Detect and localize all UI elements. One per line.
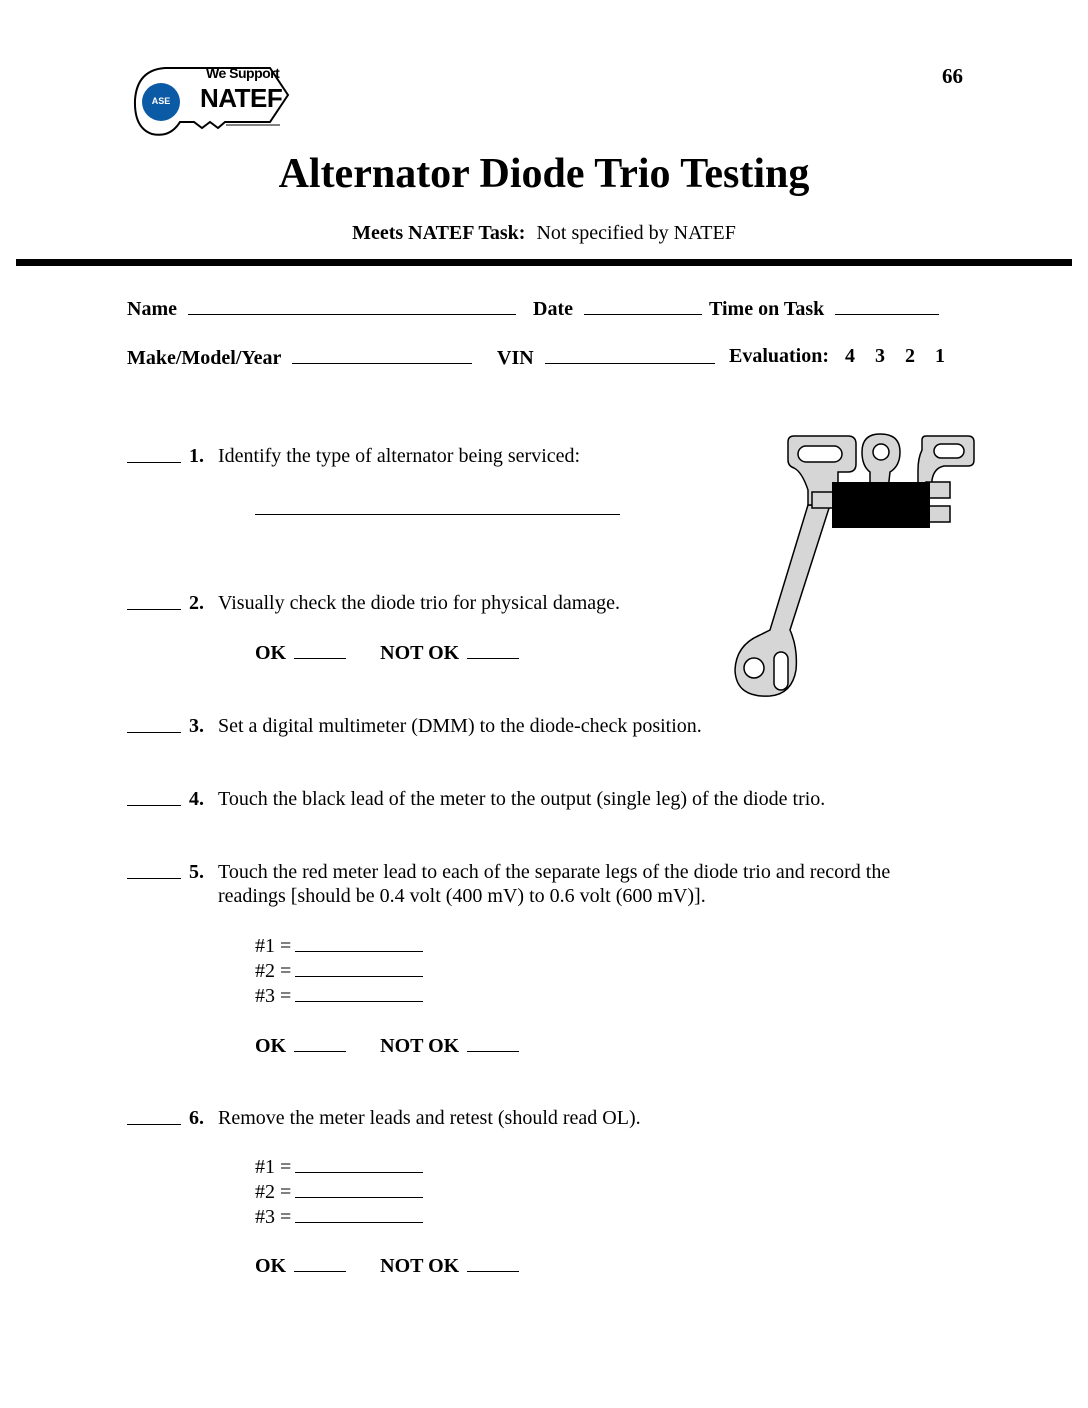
natef-task-line <box>0 222 1088 245</box>
vin-field[interactable] <box>497 345 715 370</box>
reading-2-label: #2 = <box>255 960 292 982</box>
step-5-text: Touch the red meter lead to each of the separate legs of the diode trio and record the readings [should be 0.4 volt (400 mV) to 0.6 volt (600 mV)]. <box>218 861 891 907</box>
reading-2-blank[interactable] <box>295 1179 423 1198</box>
reading-3-blank[interactable] <box>295 983 423 1002</box>
name-field[interactable] <box>127 296 516 321</box>
reading-1-label: #1 = <box>255 935 292 957</box>
ok-blank[interactable] <box>294 1253 346 1272</box>
step-2-text: Visually check the diode trio for physical damage. <box>218 592 621 614</box>
step-6-reading-2 <box>255 1179 423 1205</box>
diode-trio-diagram <box>730 430 980 700</box>
ok-label: OK <box>255 1035 287 1057</box>
reading-3-label: #3 = <box>255 1206 292 1228</box>
vin-blank[interactable] <box>545 345 715 364</box>
date-field[interactable] <box>533 296 702 321</box>
natef-task-label: Meets NATEF Task: <box>352 222 526 244</box>
not-ok-label: NOT OK <box>380 1035 460 1057</box>
step-6-reading-3 <box>255 1204 423 1230</box>
reading-2-label: #2 = <box>255 1181 292 1203</box>
diode-trio-icon <box>730 430 980 700</box>
reading-1-blank[interactable] <box>295 1154 423 1173</box>
date-label: Date <box>533 298 573 320</box>
reading-3-blank[interactable] <box>295 1204 423 1223</box>
natef-task-value: Not specified by NATEF <box>536 222 736 244</box>
natef-logo <box>130 62 295 142</box>
header-divider <box>16 259 1072 266</box>
not-ok-label: NOT OK <box>380 642 460 664</box>
step-2-result <box>255 640 519 665</box>
logo-name: NATEF <box>200 83 283 113</box>
not-ok-blank[interactable] <box>467 1033 519 1052</box>
step-5-reading-3 <box>255 983 423 1009</box>
ase-badge-label: ASE <box>151 96 171 106</box>
make-model-year-blank[interactable] <box>292 345 472 364</box>
ok-label: OK <box>255 1255 287 1277</box>
time-on-task-blank[interactable] <box>835 296 939 315</box>
make-model-year-field[interactable] <box>127 345 472 370</box>
step-2-check-blank[interactable] <box>127 609 181 610</box>
evaluation-score-3[interactable]: 3 <box>875 345 886 367</box>
step-3-number: 3. <box>189 715 204 737</box>
not-ok-blank[interactable] <box>467 640 519 659</box>
step-4 <box>127 787 967 817</box>
page-title: Alternator Diode Trio Testing <box>278 151 810 197</box>
evaluation-score-2[interactable]: 2 <box>905 345 916 367</box>
step-1-check-blank[interactable] <box>127 462 181 463</box>
make-model-year-label: Make/Model/Year <box>127 347 282 369</box>
step-4-number: 4. <box>189 788 204 810</box>
evaluation-score-4[interactable]: 4 <box>845 345 856 367</box>
alternator-type-blank[interactable] <box>255 514 620 515</box>
step-6 <box>127 1106 967 1136</box>
step-1-number: 1. <box>189 445 204 467</box>
time-on-task-field[interactable] <box>709 296 939 321</box>
ok-label: OK <box>255 642 287 664</box>
step-5-reading-1 <box>255 933 423 959</box>
step-3-text: Set a digital multimeter (DMM) to the diode-check position. <box>218 715 702 737</box>
step-3-check-blank[interactable] <box>127 732 181 733</box>
step-5-result <box>255 1033 519 1058</box>
reading-3-label: #3 = <box>255 985 292 1007</box>
step-3 <box>127 714 967 744</box>
time-on-task-label: Time on Task <box>709 298 825 320</box>
reading-1-blank[interactable] <box>295 933 423 952</box>
ok-blank[interactable] <box>294 640 346 659</box>
date-blank[interactable] <box>584 296 702 315</box>
step-2-number: 2. <box>189 592 204 614</box>
step-6-text: Remove the meter leads and retest (should read OL). <box>218 1107 641 1129</box>
not-ok-blank[interactable] <box>467 1253 519 1272</box>
step-6-reading-1 <box>255 1154 423 1180</box>
step-6-result <box>255 1253 519 1278</box>
step-5 <box>127 860 967 914</box>
step-5-number: 5. <box>189 861 204 883</box>
logo-tagline: We Support <box>206 65 280 81</box>
reading-2-blank[interactable] <box>295 958 423 977</box>
name-blank[interactable] <box>188 296 516 315</box>
step-6-number: 6. <box>189 1107 204 1129</box>
reading-1-label: #1 = <box>255 1156 292 1178</box>
step-4-check-blank[interactable] <box>127 805 181 806</box>
ok-blank[interactable] <box>294 1033 346 1052</box>
vin-label: VIN <box>497 347 534 369</box>
step-6-check-blank[interactable] <box>127 1124 181 1125</box>
page-number: 66 <box>942 64 963 88</box>
step-5-check-blank[interactable] <box>127 878 181 879</box>
evaluation-label: Evaluation: <box>729 345 830 367</box>
step-5-reading-2 <box>255 958 423 984</box>
diode-body <box>832 482 930 528</box>
evaluation-score-1[interactable]: 1 <box>935 345 946 367</box>
step-4-text: Touch the black lead of the meter to the output (single leg) of the diode trio. <box>218 788 826 810</box>
name-label: Name <box>127 298 177 320</box>
evaluation-field <box>729 345 945 368</box>
not-ok-label: NOT OK <box>380 1255 460 1277</box>
step-1-text: Identify the type of alternator being serviced: <box>218 445 581 467</box>
